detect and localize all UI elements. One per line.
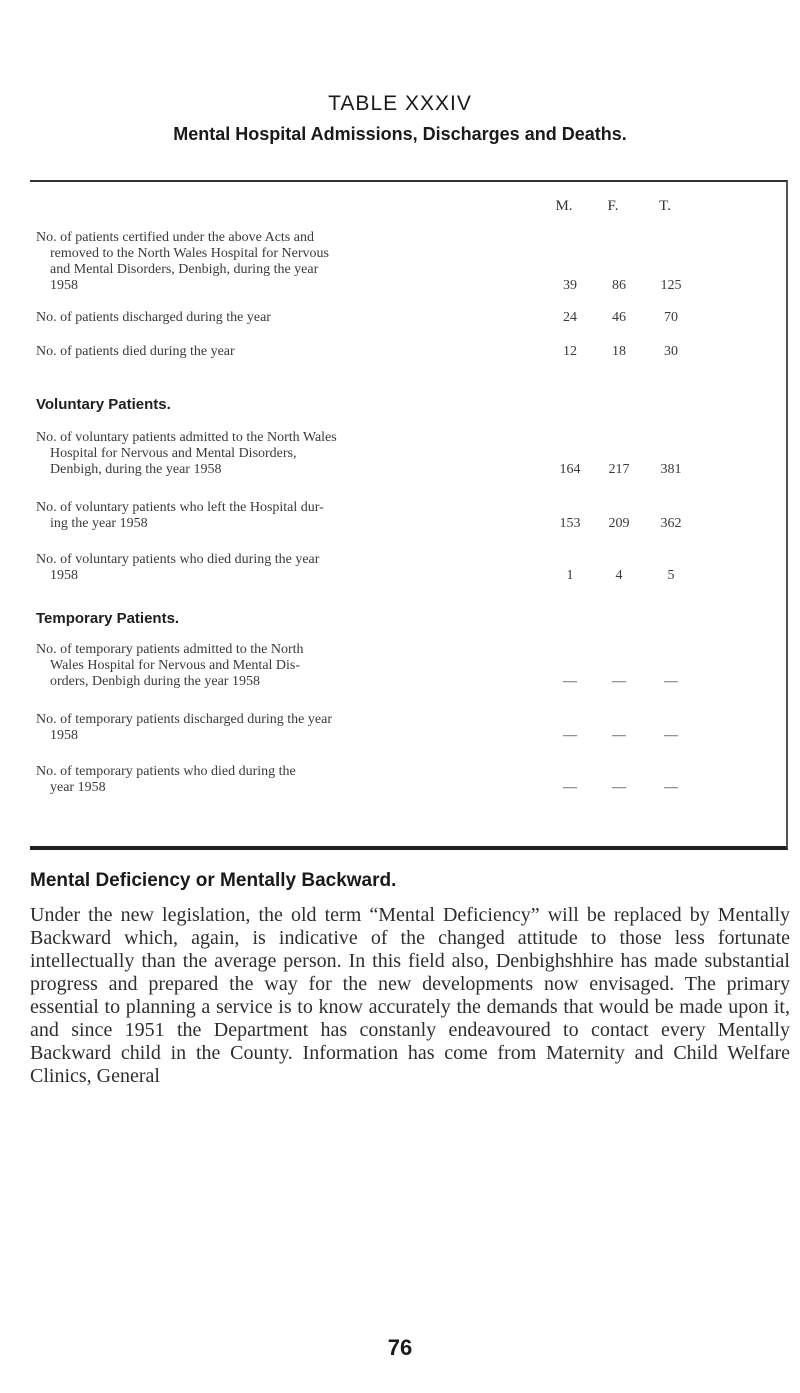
cell-total: 381: [660, 462, 682, 477]
cell-total: 362: [660, 516, 682, 531]
cell-male: —: [563, 674, 577, 689]
cell-female: 4: [615, 568, 623, 583]
row-label-line: No. of voluntary patients who left the Hospital dur-: [36, 500, 324, 515]
row-label: [36, 310, 546, 326]
cell-total: —: [664, 674, 678, 689]
cell-total: 70: [664, 310, 678, 325]
row-label: [36, 642, 546, 690]
row-label-line: 1958: [50, 568, 78, 583]
cell-male: 24: [563, 310, 577, 325]
row-label-line: No. of patients discharged during the year: [36, 310, 271, 325]
column-header-total: T.: [659, 198, 671, 214]
column-header-male: M.: [555, 198, 573, 214]
cell-total: 5: [667, 568, 675, 583]
voluntary-patients-heading: Voluntary Patients.: [36, 396, 171, 413]
row-label: [36, 230, 546, 294]
row-label-line: orders, Denbigh during the year 1958: [50, 674, 260, 689]
cell-female: 217: [608, 462, 630, 477]
cell-male: 164: [559, 462, 581, 477]
row-label-line: No. of temporary patients who died during the: [36, 764, 296, 779]
row-label-line: ing the year 1958: [50, 516, 148, 531]
row-label-line: Wales Hospital for Nervous and Mental Dis-: [50, 658, 301, 673]
cell-female: 209: [608, 516, 630, 531]
cell-female: —: [612, 780, 626, 795]
cell-male: 153: [559, 516, 581, 531]
section-heading: Mental Deficiency or Mentally Backward.: [30, 870, 397, 891]
temporary-patients-heading: Temporary Patients.: [36, 610, 180, 627]
row-label: [36, 500, 546, 532]
page-subtitle: Mental Hospital Admissions, Discharges and Deaths.: [173, 124, 627, 144]
row-label: [36, 344, 546, 360]
cell-male: 39: [563, 278, 577, 293]
row-label-line: No. of patients certified under the above Acts and: [36, 230, 314, 245]
cell-female: 46: [612, 310, 626, 325]
body-paragraph: Under the new legislation, the old term “Mental Deficiency” will be replaced by Mentally Backward which, again, is indicative of the changed attitude to those less fortunate intellectually than the average person. In this field also, Denbighshhire has made substantial progress and prepared the way for the new developments now envisaged. The primary essential to planning a service is to know accurately the demands that would be made upon it, and since 1951 the Department has constanly endeavoured to contact every Mentally Backward child in the County. Information has come from Maternity and Child Welfare Clinics, General: [30, 904, 790, 1087]
row-label-line: No. of voluntary patients admitted to the North Wales: [36, 430, 337, 445]
cell-total: —: [664, 728, 678, 743]
row-label-line: No. of patients died during the year: [36, 344, 235, 359]
cell-male: —: [563, 728, 577, 743]
column-header-female: F.: [607, 198, 619, 214]
cell-male: —: [563, 780, 577, 795]
statistics-table: [30, 180, 788, 850]
row-label: [36, 712, 546, 744]
cell-total: —: [664, 780, 678, 795]
row-label: [36, 764, 546, 796]
cell-female: —: [612, 674, 626, 689]
row-label-line: year 1958: [50, 780, 106, 795]
row-label-line: No. of voluntary patients who died during the year: [36, 552, 320, 567]
row-label-line: removed to the North Wales Hospital for Nervous: [50, 246, 329, 261]
row-label-line: 1958: [50, 728, 78, 743]
row-label-line: 1958: [50, 278, 78, 293]
cell-total: 125: [660, 278, 682, 293]
cell-male: 12: [563, 344, 577, 359]
cell-female: 18: [612, 344, 626, 359]
row-label-line: Denbigh, during the year 1958: [50, 462, 222, 477]
page-number: 76: [387, 1335, 413, 1360]
page-title: TABLE XXXIV: [328, 92, 472, 115]
cell-male: 1: [566, 568, 574, 583]
row-label: [36, 430, 546, 478]
row-label-line: No. of temporary patients admitted to the North: [36, 642, 304, 657]
row-label-line: No. of temporary patients discharged during the year: [36, 712, 332, 727]
row-label-line: and Mental Disorders, Denbigh, during the year: [50, 262, 319, 277]
row-label-line: Hospital for Nervous and Mental Disorders,: [50, 446, 297, 461]
cell-total: 30: [664, 344, 678, 359]
row-label: [36, 552, 546, 584]
cell-female: 86: [612, 278, 626, 293]
cell-female: —: [612, 728, 626, 743]
